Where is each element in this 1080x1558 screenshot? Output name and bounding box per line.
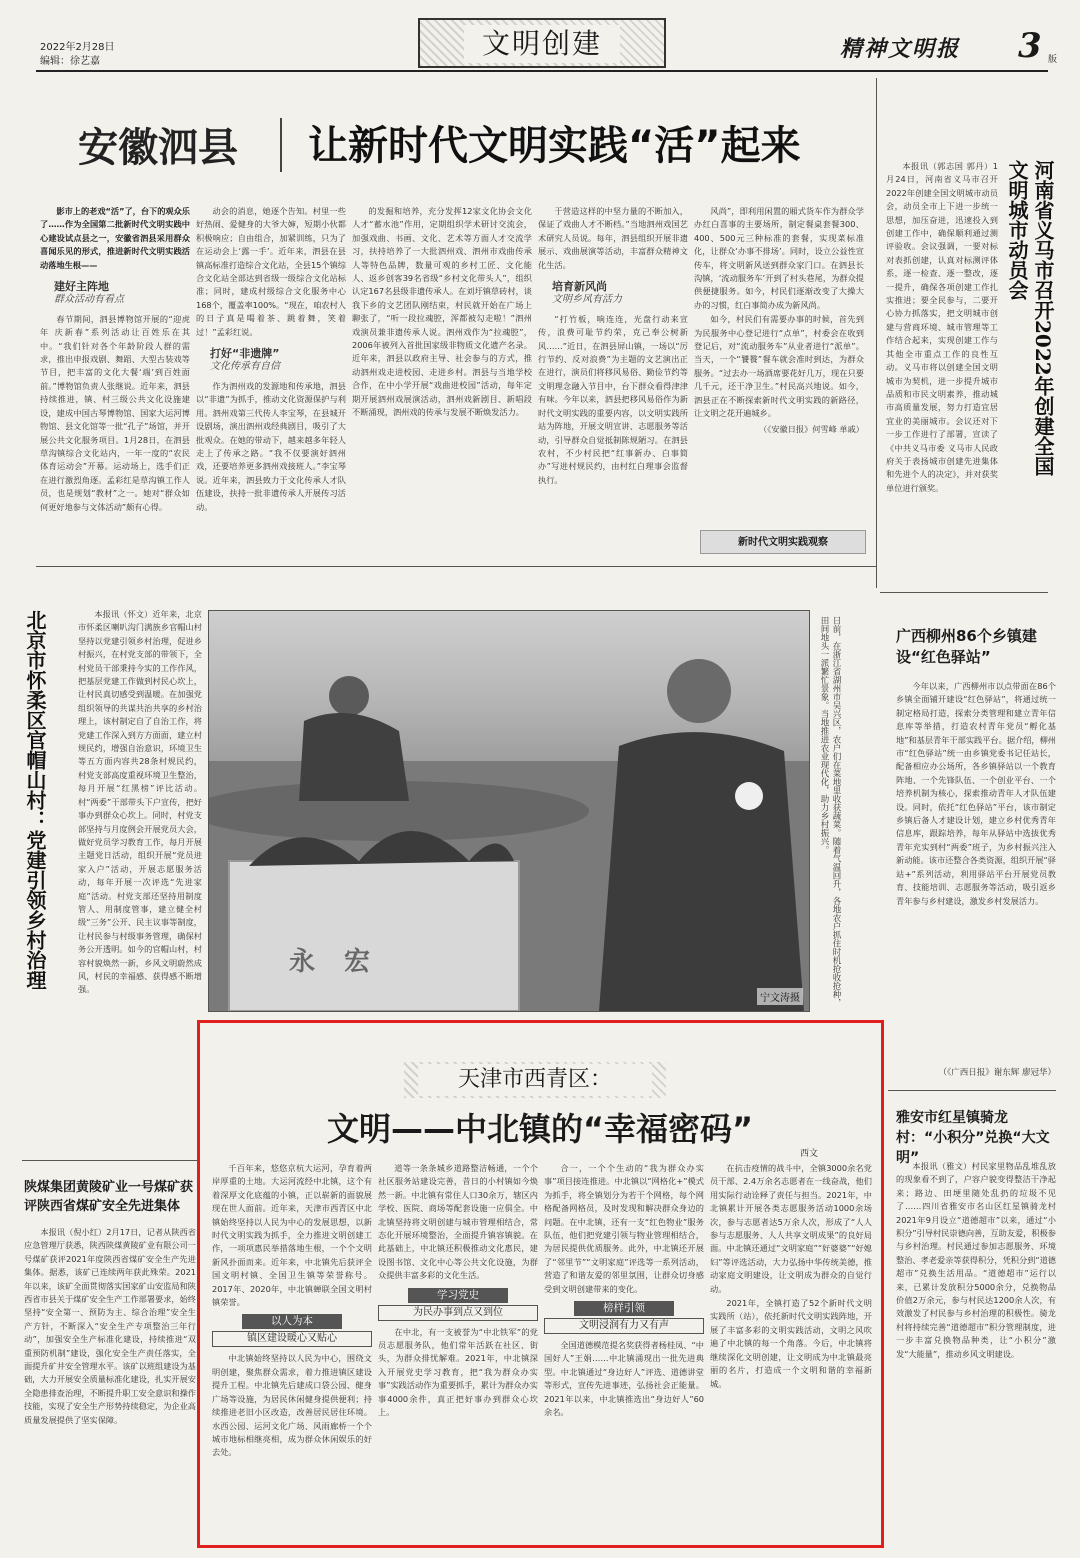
tianjin-col-1 <box>212 1162 372 1542</box>
photo-person-left-body <box>299 713 409 801</box>
yaan-body <box>896 1160 1056 1544</box>
photo-caption: 日前，在浙江省湖州市吴兴区，农户们在菜地里收获蔬菜。随着气温回升，各地农户抓住时机抢收抢种，田间地头一派繁忙景象。当地推进农业现代化，助力乡村振兴。 <box>819 616 841 1007</box>
tianjin-sub3-sub: 文明浸润有力又有声 <box>544 1318 704 1334</box>
tianjin-col-4 <box>710 1162 872 1542</box>
page-suffix: 版 <box>1048 55 1058 65</box>
lead-right-rule <box>876 78 877 588</box>
tianjin-sub1-title: 以人为本 <box>242 1314 342 1329</box>
editor-line: 编辑：徐艺嘉 <box>40 56 100 67</box>
tianjin-col-2 <box>378 1162 538 1542</box>
lead-title-box <box>60 98 960 190</box>
lead-title-divider <box>280 118 282 172</box>
tianjin-sub2 <box>378 1288 538 1321</box>
tianjin-col4-body: 在抗击疫情的战斗中，全镇3000余名党员干部、2.4万余名志愿者在一线奋战，他们用实际行动诠释了责任与担当。2021年，中北镇累计开展各类志愿服务活动1000余场次，参与志愿者达5万余人次，形成了“人人参与志愿服务、人人共享文明成果”的良好局面。中北镇还通过“文明家庭”“好婆婆”“好媳妇”等评选活动，大力弘扬中华传统美德，推动家庭文明建设，让文明成为群众的自觉行动。 <box>710 1163 872 1294</box>
lead-col2-body-b: 作为泗州戏的发源地和传承地，泗县以“非遗”为抓手，推动文化资源保护与利用。泗州戏第三代传人李宝琴，在县城开设剧场，演出泗州戏经典剧目，吸引了大批观众。在她的带动下，越来越多年轻人走上了传承之路。“我不仅要演好泗州戏，还要培养更多泗州戏接班人。”李宝琴说。近年来，泗县致力于文化传承人才队伍建设，扶持一批非遗传承人开展传习活动。 <box>196 380 346 512</box>
guangxi-body <box>896 680 1056 1064</box>
lead-sub2 <box>196 347 346 374</box>
henan-bottom-rule <box>880 592 1048 593</box>
lead-col5-body: 风尚”，即利用闲置的厢式货车作为群众学办红白喜事的主要场所，制定餐桌套餐300、400、500元三种标准的套餐，实现菜标准化，让群众‘办事不排场’。同时，设立公益性宣传车，将文明新风送到群众家门口。在泗县长沟镇，‘流动服务车’开到了村头巷尾，为群众提供便捷服务。如今，村民们逐渐改变了大操大办的习惯，红白事简办成为新风尚。 <box>694 206 864 310</box>
tianjin-byline: 西文 <box>800 1149 819 1159</box>
issue-date: 2022年2月28日 <box>40 42 115 53</box>
tianjin-col1-body: 千百年来，悠悠京杭大运河，孕育着两岸厚重的土地。大运河流经中北镇，这个有着深厚文化底蕴的小镇，正以崭新的面貌展现在世人面前。近年来，天津市西青区中北镇始终坚持以人民为中心的发展思想，以新时代文明实践为抓手，全力推进文明创建工作，一项项惠民举措落地生根，一个个文明新风扑面而来。近年来，中北镇先后获评全国文明村镇、全国卫生镇等荣誉称号。2017年、2020年，中北镇蝉联全国文明村镇荣誉。 <box>212 1163 372 1308</box>
basket-label: 永 宏 <box>289 947 381 977</box>
photo-person-left-head <box>329 676 369 716</box>
tianjin-sub1 <box>212 1314 372 1347</box>
photo-credit: 宁文涛摄 <box>757 988 803 1005</box>
tianjin-sub3 <box>544 1301 704 1334</box>
guangxi-credit: （《广西日报》谢东辉 廖冠华） <box>938 1068 1056 1078</box>
tianjin-sub2-sub: 为民办事到点又到位 <box>378 1305 538 1321</box>
tianjin-col2-body: 道等一条条城乡道路整洁畅通，一个个社区服务站建设完善，昔日的小村镇如今焕然一新。中北镇有常住人口30余万，辖区内学校、医院、商场等配套设施一应俱全。中北镇坚持将文明创建与城市管理相结合，常态化开展环境整治，全面提升镇容镇貌。在此基础上，中北镇还积极推动文化惠民，建设图书馆、文化中心等公共文化设施，为群众提供丰富多彩的文化生活。 <box>378 1163 538 1281</box>
guangxi-title: 广西柳州86个乡镇建设“红色驿站” <box>896 627 1037 666</box>
tianjin-sub2-title: 学习党史 <box>408 1288 508 1303</box>
tianjin-sub3-title: 榜样引领 <box>574 1301 674 1316</box>
shaanxi-title: 陕煤集团黄陵矿业一号煤矿获评陕西省煤矿安全先进集体 <box>24 1180 194 1214</box>
guangxi-body-text: 今年以来，广西柳州市以点带面在86个乡镇全面铺开建设“红色驿站”，将通过统一制定格局打造，探索分类管理和建立青年信息库等举措，打造农村青年党员“孵化基地”和基层青年干部实践平台。据介绍，柳州市“红色驿站”统一由乡镇党委书记任站长，配备相应办公场所，各乡镇驿站以一个教育阵地、一个先锋队伍、一个创业平台、一个培养机制为核心，探索推动青年人才队伍建设。同时，依托“红色驿站”平台，该市制定乡镇后备人才建设计划，建立乡村优秀青年信息库，跟踪培养，每年从驿站中选拔优秀青年充实到村“两委”班子，为乡村振兴注入新动能。该市还整合各类资源，组织开展“驿站+”系列活动，利用驿站平台开展党员教育、技能培训、志愿服务等活动，吸引返乡青年参与乡村建设，激发乡村发展活力。 <box>896 681 1056 906</box>
henan-body-text: 本报讯（郭志国 郭丹）1月24日，河南省义马市召开2022年创建全国文明城市动员会，动员全市上下进一步统一思想，加压奋进，迅速投入到创建工作中，确保顺利通过测评验收。会议强调，一要对标对表抓创建，认真对标测评体系，逐一检查、逐一整改，逐一提升，确保各项创建工作扎实推进；要全民参与，二要开心协力抓落实，把文明城市创建与营商环境、城市管理等工作结合起来，实现创建工作与其他全市重点工作的良性互动。义马市将以创建全国文明城市为契机，进一步提升城市品质和市民文明素养，推动城市高质量发展，努力打造宜居宜业的美丽城市。会议还对下一步工作进行了部署，宣读了《中共义马市委 义马市人民政府关于表扬城市创建先进集体和先进个人的决定》，并对获奖单位进行颁奖。 <box>886 161 998 493</box>
badge-text: 新时代文明实践观察 <box>738 537 828 548</box>
header-rule <box>36 70 1048 72</box>
henan-body <box>886 160 998 580</box>
lead-place-label: 安徽泗县 <box>78 124 238 171</box>
lead-col-5 <box>694 205 864 505</box>
tianjin-kicker-box <box>404 1062 666 1098</box>
tianjin-title: 文明——中北镇的“幸福密码” <box>326 1110 754 1148</box>
lead-col-2 <box>196 205 346 545</box>
beijing-bottom-rule <box>22 1160 198 1161</box>
lead-credit: （《安徽日报》何雪峰 单戚） <box>759 423 864 434</box>
news-photo <box>208 610 810 1012</box>
section-title: 文明创建 <box>464 25 620 63</box>
guangxi-bottom-rule <box>888 1090 1056 1091</box>
lead-sub2-sub: 文化传承有自信 <box>210 361 280 373</box>
beijing-body-text: 本报讯（怀文）近年来，北京市怀柔区喇叭沟门满族乡官帽山村坚持以党建引领乡村治理，促进乡村振兴，在村党支部的带领下，全村党员干部秉持今实的工作作风，把基层党建工作做到村民心坎上，让村民真切感受到温暖。在加强党组织领导的共谋共治共享的乡村治理上，该村制定自了自治工作，将党建工作深入到方方面面，建立村规民约，增强自治意识，环境卫生等五方面内容共28条村规民约，村党支部高度重视环境卫生整治，每月开展“红黑榜”评比活动。村“两委”干部带头下户宣传，把好事办到群众心坎上。同时，村党支部坚持与月度例会开展党员大会，做好党员学习教育工作，每月开展主题党日活动，组织开展“党员进家入户”活动，开展志愿服务活动，每年开展一次评选“先进家庭”活动。村党支部还坚持用制度管人、用制度管事，建立健全村级“三务”公开、民主议事等制度，让村民参与村级事务管理，确保村务公开透明。如今的官帽山村，村容村貌焕然一新，乡风文明蔚然成风，村民的幸福感、获得感不断增强。 <box>78 609 202 995</box>
lead-sub3-sub: 文明乡风有活力 <box>552 294 622 306</box>
photo-badge-heart <box>735 782 763 810</box>
tianjin-col4-body-b: 2021年，全镇打造了52个新时代文明实践所（站），依托新时代文明实践阵地，开展了丰富多彩的文明实践活动，文明之风吹遍了中北镇的每一个角落。今后，中北镇将继续深化文明创建，让文明成为中北镇最亮丽的名片，打造成一个文明和谐的幸福新城。 <box>710 1298 872 1389</box>
tianjin-col3-body-b: 全国道德模范提名奖获得者杨桂凤、“中国好人”王娟……中北镇涌现出一批先进典型。中北镇通过“身边好人”评选、道德讲堂等形式，宣传先进事迹，弘扬社会正能量。2021年以来，中北镇推选出“身边好人”60余名。 <box>544 1340 704 1418</box>
lead-sub3 <box>538 280 688 307</box>
lead-title: 让新时代文明实践“活”起来 <box>308 123 801 169</box>
lead-col-3 <box>352 205 532 545</box>
tianjin-kicker: 天津市西青区： <box>418 1064 652 1096</box>
lead-col4-body-b: “打竹板，响连连，光盘行动来宣传，浪费可耻节约荣，克己奉公树新风……”近日，在泗县屏山镇，一场以“厉行节约、反对浪费”为主题的文艺演出正在进行，演员们将移风易俗、勤俭节约等文明理念融入节目中，台下群众看得津津有味。今年以来，泗县把移风易俗作为新时代文明实践的重要内容，以文明实践所站为阵地，开展文明宣讲、志愿服务等活动，引导群众自觉抵制陈规陋习。在泗县农村，不少村民把“红事新办、白事简办”写进村规民约，由村红白理事会监督执行。 <box>538 313 688 485</box>
lead-sub2-title: 打好“非遗牌” <box>210 347 280 361</box>
photo-person-right-body <box>599 732 804 1011</box>
lead-col4-body: 于营造这样的中坚力量的不断加入，保证了戏曲人才不断档。”当地泗州戏国艺术研究人员说。每年，泗县组织开展非遗展示、戏曲展演等活动，丰富群众精神文化生活。 <box>538 206 688 270</box>
lead-col1-body: 春节期间，泗县博物馆开展的“迎虎年 庆新春”系列活动让百姓乐在其中。“我们针对各个年龄阶段人群的需求，推出申报戏剧、舞蹈、大型古装戏等节目，把丰富的文化大餐‘端’到百姓面前。”博物馆负责人张继说。近年来，泗县持续推进，镇、村三级公共文化设施建设，建成中国古琴博物馆、国家大运河博物馆、县文化馆等一批“孔子”场馆，并开展公共文化服务项目。1月28日，在泗县草沟镇综合文化站内，一年一度的“农民体育运动会”开幕。运动场上，选手们正在进行激烈角逐。孟彩红是草沟镇工作人员，也是规划“教材”之一。她对“群众如何更好地参与文体活动”颇有心得。 <box>40 313 190 512</box>
lead-sub1-title: 建好主阵地 <box>54 280 109 294</box>
page-number: 3 <box>1018 26 1042 66</box>
lead-col-1 <box>40 205 190 545</box>
masthead: 精神文明报 <box>840 36 961 62</box>
yaan-body-text: 本报讯（雅文）村民家里物品乱堆乱放的现象看不到了，户容户貌变得整洁干净起来；路边、田埂里随处乱扔的垃圾不见了……四川省雅安市名山区红星镇骑龙村2021年9月设立“道德超市”以来，通过“小积分”引导村民崇德向善，互助友爱，积极参与乡村治理。村民通过参加志愿服务、环境整治、孝老爱亲等获得积分，凭积分到“道德超市”兑换生活用品。“道德超市”运行以来，已累计发放积分5000余分，兑换物品价值2万余元，参与村民达1200余人次，有效激发了村民参与乡村治理的积极性。骑龙村将持续完善“道德超市”积分管理制度，进一步丰富兑换物品种类，让“小积分”激发“大能量”，推动乡风文明建设。 <box>896 1161 1056 1359</box>
photo-basket <box>229 861 519 1011</box>
lead-sub1 <box>40 280 190 307</box>
lead-sub1-sub: 群众活动有看点 <box>54 294 124 306</box>
shaanxi-body <box>24 1226 196 1544</box>
lead-bottom-rule <box>36 566 876 567</box>
lead-col-4 <box>538 205 688 545</box>
lead-badge <box>700 530 866 554</box>
shaanxi-body-text: 本报讯（倪小红）2月17日，记者从陕西省应急管理厅获悉，陕西陕煤黄陵矿业有限公司一号煤矿获评2021年度陕西省煤矿安全生产先进集体。据悉，该矿已连续两年获此殊荣。2021年以来，该矿全面贯彻落实国家矿山安监局和陕西省市县关于煤矿安全生产工作部署要求，始终坚持“安全第一、预防为主、综合治理”安全生产方针，不断深入“安全生产专项整治三年行动”，加强安全生产标准化建设，持续推进“双重预防机制”建设，强化安全生产责任落实，全面提升矿井安全管理水平。该矿以班组建设为基础，大力开展安全质量标准化建设，扎实开展安全隐患排查治理，不断提升职工安全意识和操作技能，实现了安全生产形势持续稳定，为企业高质量发展提供了坚实保障。 <box>24 1227 196 1425</box>
lead-col5-body-b: 如今，村民们有需要办事的时候，首先到为民服务中心登记进行“点单”，村委会在收到登记后，对“流动服务车”从业者进行“派单”。当天，一个“饕餮”餐车就会准时到达，为群众服务。“过去办一场酒席要花好几万，现在只要几千元，还干净卫生。”村民高兴地说。如今，泗县正在不断探索新时代文明实践的新路径，让文明之花开遍城乡。 <box>694 314 864 419</box>
yaan-title: 雅安市红星镇骑龙村：“小积分”兑换“大文明” <box>896 1110 1050 1166</box>
tianjin-col3-body: 合一，一个个生动的“我为群众办实事”项目接连推进。中北镇以“网格化+”模式为抓手，将全镇划分为若干个网格，每个网格配备网格员，及时发现和解决群众身边的问题。在中北镇，还有一支“红色物业”服务队伍，他们把党建引领与物业管理相结合，为居民提供优质服务。此外，中北镇还开展了“邻里节”“文明家庭”评选等一系列活动，营造了和谐友爱的邻里氛围，让群众切身感受到文明创建带来的变化。 <box>544 1163 704 1294</box>
photo-person-right-head <box>667 659 731 723</box>
tianjin-col1-body-b: 中北镇始终坚持以人民为中心，围绕文明创建，聚焦群众需求，着力推进镇区建设提升工程。中北镇先后建成口袋公园、健身广场等设施，为居民休闲健身提供便利；持续推进老旧小区改造，改善居民居住环境。水西公园、运河文化广场、风雨廊桥一个个城市地标相继亮相，成为群众休闲娱乐的好去处。 <box>212 1353 372 1458</box>
lead-intro: 影市上的老戏“活”了，台下的观众乐了……作为全国第二批新时代文明实践中心建设试点县之一，安徽省泗县采用群众喜闻乐见的形式，推进新时代文明实践活动落地生根—— <box>40 206 190 270</box>
beijing-title: 北京市怀柔区官帽山村：党建引领乡村治理 <box>23 610 47 990</box>
tianjin-sub1-sub: 镇区建设暖心又贴心 <box>212 1331 372 1347</box>
henan-title: 河南省义马市召开2022年创建全国文明城市动员会 <box>1005 160 1055 476</box>
lead-sub3-title: 培育新风尚 <box>552 280 607 294</box>
beijing-body <box>78 608 202 1148</box>
tianjin-col2-body-b: 在中北，有一支被誉为“中北铁军”的党员志愿服务队，他们常年活跃在社区、街头，为群众排忧解难。2021年，中北镇深入开展党史学习教育，把“我为群众办实事”实践活动作为重要抓手，累计为群众办实事4000余件，真正把好事办到群众心坎上。 <box>378 1326 538 1418</box>
lead-col2-body: 动会的消息，她逐个告知。村里一些好热闹、爱健身的大爷大婶，短期小伙都积极响应；自由组合，加紧训练，只为了在运动会上‘露一手’。近年来，泗县在县镇高标准打造综合文化站，全县15个镇综合文化站全部达到省级一级综合文化站标准；同时，建成村级综合文化服务中心168个，覆盖率100%。“现在，咱农村人的日子真是喝着茶、跳着舞，笑着过！”孟彩红说。 <box>196 206 346 337</box>
section-banner <box>418 18 666 68</box>
lead-col3-body: 的发掘和培养，充分发挥12家文化协会文化人才“蓄水池”作用，定期组织学术研讨交流会，加强戏曲、书画、文化、艺术等方面人才交流学习，扶持培养了一大批泗州戏、泗州市戏曲传承人等特色品牌，数量可观的乡村工匠、文化能人、返乡创客39名省级“乡村文化带头人”，组织认定167名县级非遗传承人。在刘圩镇草砖村，谈我下乡的文艺团队刚结束，村民就开始在广场上聊张了，“听一段拉魂腔，浑都被勾走啦！”泗州戏演员兼非遗传承人说。泗州戏作为“拉魂腔”，2006年被列入首批国家级非物质文化遗产名录。近年来，泗县以政府主导、社会参与的方式，推动泗州戏走进校园、走进乡村。泗县与当地学校合作，在中小学开展“戏曲进校园”活动，每年定期开展泗州戏展演活动，泗州戏新剧目、新唱段不断涌现，泗州戏的传承与发展不断焕发活力。 <box>352 206 532 418</box>
tianjin-col-3 <box>544 1162 704 1542</box>
